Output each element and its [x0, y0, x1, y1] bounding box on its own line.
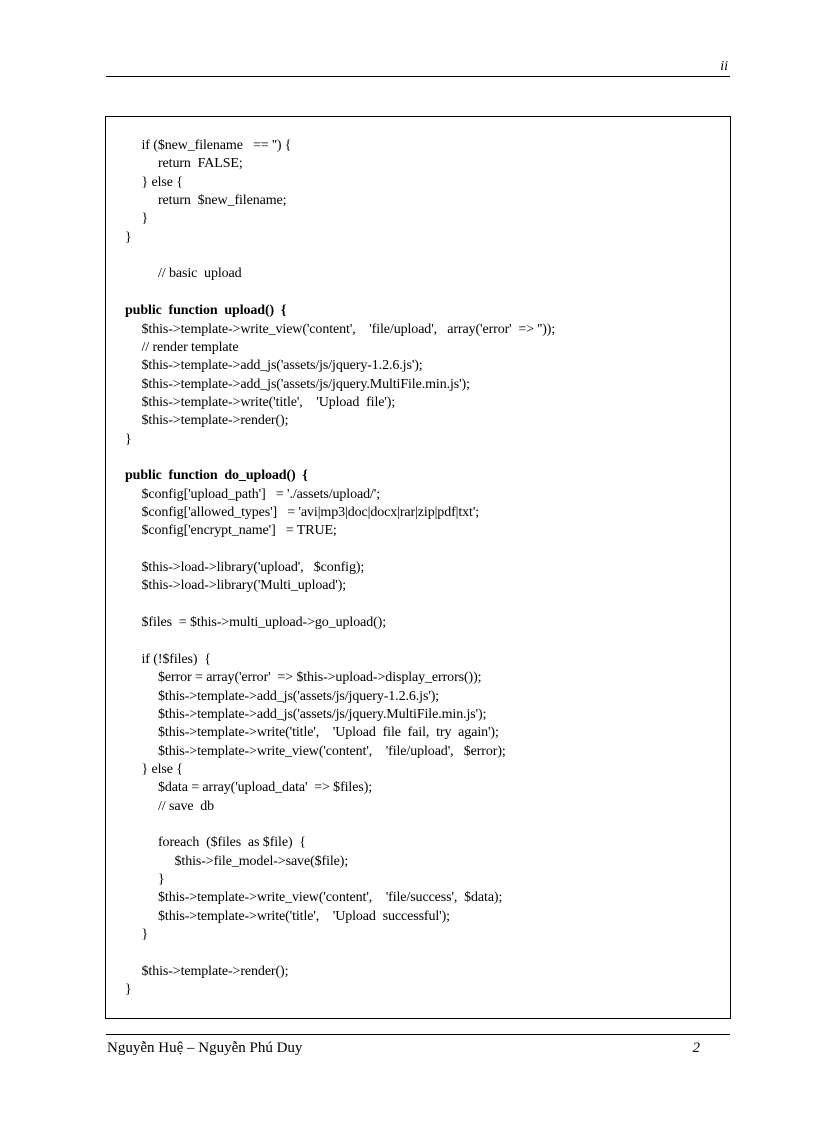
footer-rule: [106, 1034, 730, 1035]
code-line: }: [125, 982, 132, 998]
code-line: $this->template->write_view('content', 'file/upload', array('error' => ''));: [141, 321, 556, 337]
code-line: }: [158, 872, 165, 887]
code-listing-box: [105, 116, 731, 1019]
code-line: }: [125, 431, 132, 447]
code-line: $this->template->render();: [141, 963, 289, 979]
code-line: return FALSE;: [158, 156, 243, 172]
code-line: } else {: [141, 761, 183, 777]
code-line: $error = array('error' => $this->upload->display_errors());: [158, 670, 482, 686]
code-line: public function do_upload() {: [125, 468, 308, 484]
code-line: $this->template->write('title', 'Upload file fail, try again');: [158, 725, 499, 741]
code-line: foreach ($files as $file) {: [158, 835, 306, 851]
code-line: $this->template->add_js('assets/js/jquery-1.2.6.js');: [141, 358, 423, 374]
code-line: $this->template->write('title', 'Upload file');: [141, 394, 396, 410]
code-line: return $new_filename;: [158, 193, 287, 209]
code-line: } else {: [141, 174, 183, 190]
code-line: // basic upload: [158, 266, 242, 282]
code-line: $this->file_model->save($file);: [174, 853, 349, 869]
code-line: $this->template->write_view('content', 'file/success', $data);: [158, 890, 503, 906]
code-line: $this->load->library('upload', $config);: [141, 560, 365, 576]
code-line: }: [125, 229, 132, 245]
footer-page-number: 2: [692, 1040, 700, 1056]
code-line: }: [141, 927, 149, 943]
footer-authors: Nguyễn Huệ – Nguyễn Phú Duy: [107, 1040, 303, 1056]
code-line: $this->template->render();: [141, 413, 289, 429]
code-line: $config['allowed_types'] = 'avi|mp3|doc|docx|rar|zip|pdf|txt';: [141, 505, 480, 520]
code-line: // save db: [158, 798, 215, 814]
header-page-label: ii: [720, 59, 728, 74]
code-line: $this->template->add_js('assets/js/jquery.MultiFile.min.js');: [141, 376, 470, 392]
code-line: $this->template->write('title', 'Upload successful');: [158, 908, 450, 924]
header-rule: [106, 76, 730, 77]
code-line: // render template: [141, 339, 239, 355]
code-line: $config['upload_path'] = './assets/upload/';: [141, 486, 381, 502]
code-line: $this->template->add_js('assets/js/jquery-1.2.6.js');: [158, 688, 440, 704]
code-line: public function upload() {: [125, 303, 287, 319]
code-line: $files = $this->multi_upload->go_upload();: [141, 615, 387, 631]
code-line: if (!$files) {: [141, 651, 211, 667]
code-line: $this->template->add_js('assets/js/jquery.MultiFile.min.js');: [158, 706, 487, 722]
code-line: $data = array('upload_data' => $files);: [158, 780, 373, 796]
code-line: $this->template->write_view('content', 'file/upload', $error);: [158, 743, 506, 759]
code-line: if ($new_filename == '') {: [141, 138, 292, 153]
code-line: }: [141, 211, 149, 227]
code-line: $config['encrypt_name'] = TRUE;: [141, 523, 337, 539]
code-line: $this->load->library('Multi_upload');: [141, 578, 347, 594]
